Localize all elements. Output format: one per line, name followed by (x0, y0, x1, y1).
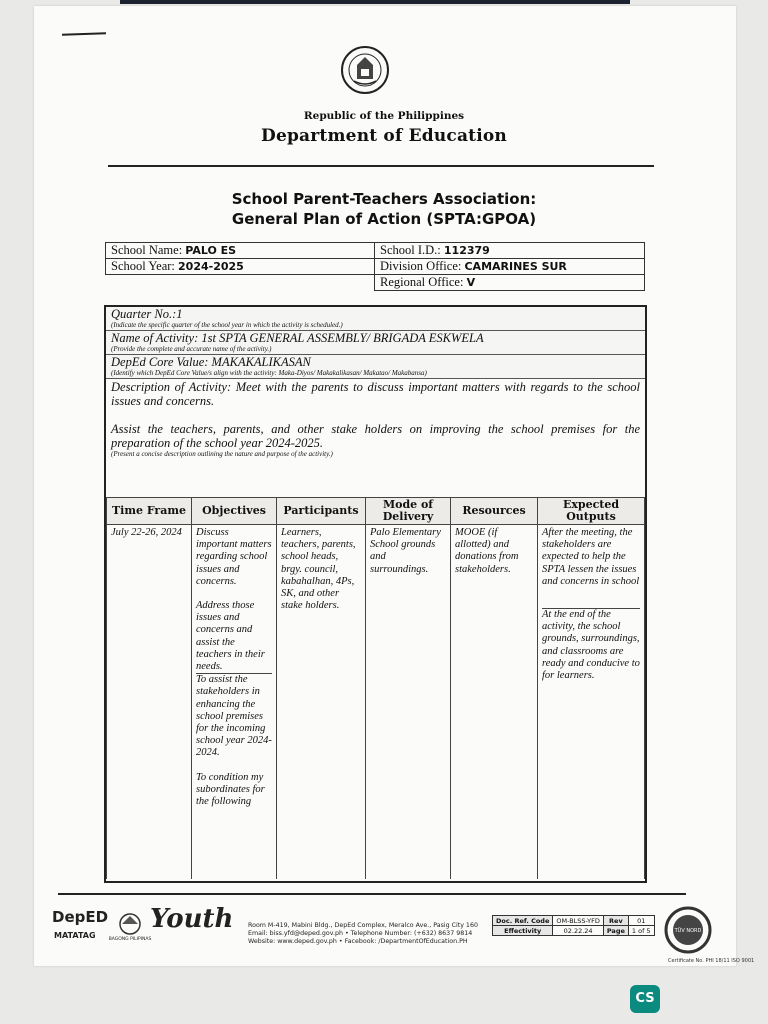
col-mode: Mode of Delivery (366, 498, 451, 525)
document-title-line1: School Parent-Teachers Association: (231, 190, 537, 208)
empty-cell (106, 275, 375, 291)
deped-seal-icon (340, 45, 390, 95)
table-row (107, 525, 645, 880)
document-title-line2: General Plan of Action (SPTA:GPOA) (231, 210, 537, 228)
school-year-cell: School Year: 2024-2025 (106, 259, 375, 275)
col-time-frame: Time Frame (107, 498, 192, 525)
school-id-cell: School I.D.: 112379 (375, 243, 645, 259)
plan-box (104, 305, 647, 883)
participants-cell: Learners, teachers, parents, school heads, brgy. council, kabahalhan, 4Ps, SK, and other stake holders. (277, 525, 366, 880)
certificate-number: Certificate No. PHI 18/11 ISO 9001 (668, 958, 755, 964)
resources-cell: MOOE (if allotted) and donations from stakeholders. (451, 525, 538, 880)
school-info-table (105, 242, 645, 291)
time-frame-cell: July 22-26, 2024 (107, 525, 192, 880)
outputs-cell: After the meeting, the stakeholders are expected to help the SPTA lessen the issues and concerns in school At the end of the activity, the school grounds, surroundings, and classrooms are ready and conducive to for learners. (538, 525, 645, 880)
top-edge-bar (120, 0, 630, 4)
iso-certification-icon (664, 906, 712, 954)
mode-cell: Palo Elementary School grounds and surroundings. (366, 525, 451, 880)
header-divider (108, 165, 654, 167)
svg-text:BAGONG PILIPINAS: BAGONG PILIPINAS (108, 937, 152, 942)
col-objectives: Objectives (192, 498, 277, 525)
deped-logo: DepED (52, 908, 109, 926)
description-section: Description of Activity: Meet with the parents to discuss important matters with regards to the school issues and concerns. Assist the teachers, parents, and other stake holders on improving the school premises for the preparation of the school year 2024-2025. (Present a concise description outlining the nature and purpose of the activity.) (111, 380, 640, 458)
col-outputs: Expected Outputs (538, 498, 645, 525)
republic-heading: Republic of the Philippines (303, 110, 465, 122)
activity-row: Name of Activity: 1st SPTA GENERAL ASSEMBLY/ BRIGADA ESKWELA (Provide the complete and accurate name of the activity.) (106, 331, 645, 355)
department-heading: Department of Education (261, 126, 507, 146)
col-participants: Participants (277, 498, 366, 525)
footer-address: Room M-419, Mabini Bldg., DepEd Complex, Meralco Ave., Pasig City 160 Email: biss.yfd@deped.gov.ph • Telephone Number: (+632) 8637 9814 Website: www.deped.gov.ph • Facebook: /DepartmentOfEducation.PH (248, 922, 478, 945)
quarter-row: Quarter No.:1 (Indicate the specific quarter of the school year in which the activity is scheduled.) (106, 307, 645, 331)
region-cell: Regional Office: V (375, 275, 645, 291)
svg-text:TÜV NORD: TÜV NORD (674, 928, 702, 934)
youth-logo: Youth (150, 904, 234, 934)
school-name-cell: School Name: PALO ES (106, 243, 375, 259)
division-cell: Division Office: CAMARINES SUR (375, 259, 645, 275)
footer-divider (58, 893, 686, 895)
bagong-pilipinas-logo (108, 912, 152, 942)
matatag-logo: MATATAG (54, 931, 96, 940)
core-value-row: DepEd Core Value: MAKAKALIKASAN (Identify which DepEd Core Value/s align with the activity: Maka-Diyos/ Makakalikasan/ Makatao/ Makabansa) (106, 355, 645, 379)
camscanner-badge[interactable]: CS (630, 985, 660, 1013)
col-resources: Resources (451, 498, 538, 525)
doc-ref-table: Doc. Ref. Code OM-BLSS-YFD Rev 01 Effectivity 02.22.24 Page 1 of 5 (492, 915, 655, 936)
objectives-cell: Discuss important matters regarding school issues and concerns. Address those issues and concerns and assist the teachers in their needs. To assist the stakeholders in enhancing the school premises for the incoming school year 2024-2024. To condition my subordinates for the following (192, 525, 277, 880)
activity-table (106, 497, 645, 879)
